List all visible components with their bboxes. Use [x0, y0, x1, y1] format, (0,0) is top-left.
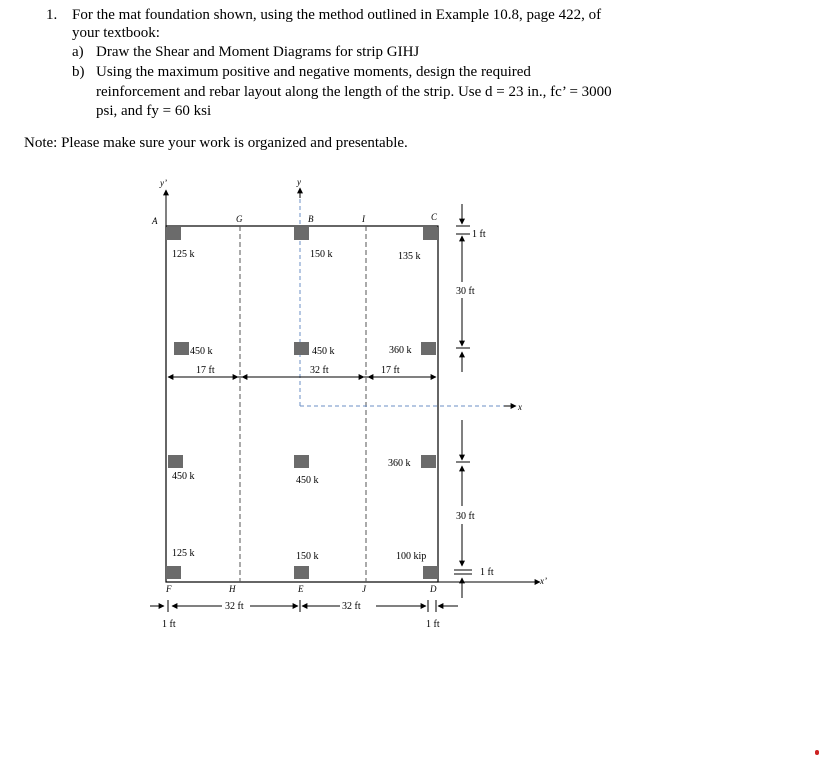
load-r2-mid: 450 k: [312, 346, 335, 357]
dim-edge-right-1: 1 ft: [426, 619, 440, 630]
columns: [166, 227, 438, 579]
column-f: [166, 566, 181, 579]
stray-mark: [815, 750, 819, 755]
column-r3-mid: [294, 455, 309, 468]
dim-bot-right-1: 1 ft: [480, 567, 494, 578]
note-text: Note: Please make sure your work is organized and presentable.: [24, 135, 408, 151]
load-r2-left: 450 k: [190, 346, 213, 357]
dim-span-left: 17 ft: [196, 365, 215, 376]
axis-label-x-prime: x’: [540, 576, 547, 586]
point-f: F: [166, 584, 172, 594]
problem-line-1: For the mat foundation shown, using the method outlined in Example 10.8, page 422, of: [72, 7, 602, 23]
part-b-line-1: Using the maximum positive and negative moments, design the required: [96, 64, 531, 80]
load-r2-right: 360 k: [389, 345, 412, 356]
point-b: B: [308, 214, 314, 224]
point-j: J: [362, 584, 366, 594]
dim-bottom-left-32: 32 ft: [225, 601, 244, 612]
load-bot-mid: 150 k: [296, 551, 319, 562]
load-r3-left: 450 k: [172, 471, 195, 482]
dim-vert-30-bot: 30 ft: [456, 511, 475, 522]
column-a: [166, 227, 181, 240]
dim-vert-30-top: 30 ft: [456, 286, 475, 297]
point-a: A: [152, 216, 158, 226]
problem-number: 1.: [46, 7, 58, 23]
column-r2-mid: [294, 342, 309, 355]
point-e: E: [298, 584, 304, 594]
point-h: H: [229, 584, 236, 594]
axis-label-y: y: [297, 177, 301, 187]
part-b-line-2: reinforcement and rebar layout along the length of the strip. Use d = 23 in., fc’ = 3000: [96, 84, 612, 100]
dim-span-mid: 32 ft: [310, 365, 329, 376]
load-bot-left: 125 k: [172, 548, 195, 559]
column-r2-right: [421, 342, 436, 355]
column-e: [294, 566, 309, 579]
column-r2-left: [174, 342, 189, 355]
part-a-text: Draw the Shear and Moment Diagrams for strip GIHJ: [96, 44, 420, 60]
load-r3-mid: 450 k: [296, 475, 319, 486]
load-r3-right: 360 k: [388, 458, 411, 469]
column-r3-left: [168, 455, 183, 468]
point-d: D: [430, 584, 437, 594]
part-b-label: b): [72, 64, 85, 80]
column-c: [423, 227, 438, 240]
point-c: C: [431, 212, 438, 222]
column-d: [423, 566, 438, 579]
load-top-left: 125 k: [172, 249, 195, 260]
problem-line-2: your textbook:: [72, 25, 160, 41]
column-r3-right: [421, 455, 436, 468]
point-i: I: [362, 214, 365, 224]
load-top-right: 135 k: [398, 251, 421, 262]
column-b: [294, 227, 309, 240]
axis-label-x: x: [518, 402, 522, 412]
part-b-line-3: psi, and fy = 60 ksi: [96, 103, 212, 119]
dim-bottom-right-32: 32 ft: [342, 601, 361, 612]
load-bot-right: 100 kip: [396, 551, 427, 562]
axis-label-y-prime: y’: [160, 178, 167, 188]
dim-top-right-1: 1 ft: [472, 229, 486, 240]
load-top-mid: 150 k: [310, 249, 333, 260]
dim-span-right: 17 ft: [381, 365, 400, 376]
point-g: G: [236, 214, 243, 224]
part-a-label: a): [72, 44, 84, 60]
mat-outline: [166, 226, 438, 582]
dim-edge-left-1: 1 ft: [162, 619, 176, 630]
